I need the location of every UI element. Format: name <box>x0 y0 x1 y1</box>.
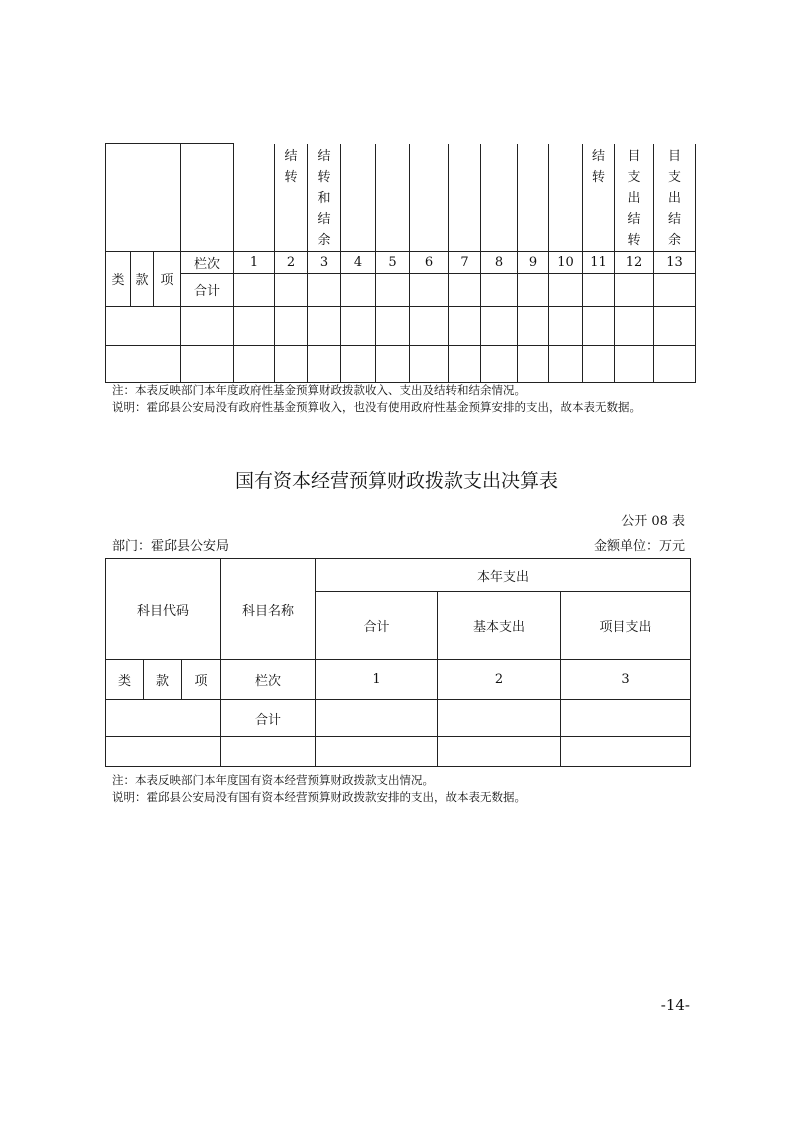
header-cell: 目 支 出 结 转 <box>615 144 654 252</box>
header-cell <box>181 144 234 252</box>
header-cell: 结 转 <box>583 144 615 252</box>
column-number: 3 <box>308 251 341 273</box>
column-number: 12 <box>615 251 654 273</box>
header-cell <box>234 144 275 252</box>
index-row <box>106 251 696 273</box>
header-cell <box>549 144 583 252</box>
column-header: 项目支出 <box>561 592 691 660</box>
index-row <box>106 660 691 700</box>
header-cell <box>106 144 181 252</box>
column-header: 合计 <box>316 592 438 660</box>
total-row <box>106 700 691 737</box>
row-index-label: 栏次 <box>181 251 234 273</box>
table1-explanation: 说明：霍邱县公安局没有政府性基金预算收入，也没有使用政府性基金预算安排的支出，故本表无数据。 <box>112 400 641 414</box>
header-cell <box>449 144 481 252</box>
total-label: 合计 <box>221 700 316 737</box>
department-label: 部门：霍邱县公安局 <box>112 539 230 554</box>
code-label: 项 <box>154 251 181 306</box>
column-number: 9 <box>518 251 549 273</box>
code-label: 款 <box>131 251 154 306</box>
code-label: 类 <box>106 251 131 306</box>
column-number: 2 <box>438 660 561 700</box>
header-cell <box>410 144 449 252</box>
column-number: 10 <box>549 251 583 273</box>
column-number: 1 <box>234 251 275 273</box>
empty-row <box>106 345 696 382</box>
code-label: 类 <box>106 660 144 700</box>
header-row <box>106 144 696 252</box>
header-cell: 结 转 <box>275 144 308 252</box>
header-cell <box>341 144 376 252</box>
column-number: 3 <box>561 660 691 700</box>
table1-note: 注：本表反映部门本年度政府性基金预算财政拨款收入、支出及结转和结余情况。 <box>112 383 526 397</box>
empty-row <box>106 737 691 767</box>
government-fund-table <box>105 143 696 383</box>
form-number: 公开 08 表 <box>621 514 685 529</box>
state-capital-table <box>105 558 691 767</box>
header-cell <box>518 144 549 252</box>
subject-name-header: 科目名称 <box>221 559 316 660</box>
page-title: 国有资本经营预算财政拨款支出决算表 <box>234 470 558 492</box>
row-index-label: 栏次 <box>221 660 316 700</box>
column-number: 11 <box>583 251 615 273</box>
column-number: 4 <box>341 251 376 273</box>
column-number: 2 <box>275 251 308 273</box>
empty-row <box>106 306 696 345</box>
column-number: 1 <box>316 660 438 700</box>
table2-note: 注：本表反映部门本年度国有资本经营预算财政拨款支出情况。 <box>112 773 434 787</box>
column-number: 5 <box>376 251 410 273</box>
header-cell <box>376 144 410 252</box>
column-header: 基本支出 <box>438 592 561 660</box>
column-number: 13 <box>654 251 696 273</box>
total-label: 合计 <box>181 273 234 306</box>
header-row <box>106 559 691 592</box>
column-number: 7 <box>449 251 481 273</box>
unit-label: 金额单位：万元 <box>593 539 685 554</box>
code-label: 项 <box>182 660 221 700</box>
header-cell <box>481 144 518 252</box>
subject-code-header: 科目代码 <box>106 559 221 660</box>
total-row <box>106 273 696 306</box>
table2-explanation: 说明：霍邱县公安局没有国有资本经营预算财政拨款安排的支出，故本表无数据。 <box>112 790 526 804</box>
column-number: 6 <box>410 251 449 273</box>
header-cell: 目 支 出 结 余 <box>654 144 696 252</box>
annual-expenditure-header: 本年支出 <box>316 559 691 592</box>
header-cell: 结 转 和 结 余 <box>308 144 341 252</box>
page-number: -14- <box>660 996 690 1014</box>
column-number: 8 <box>481 251 518 273</box>
code-label: 款 <box>144 660 182 700</box>
